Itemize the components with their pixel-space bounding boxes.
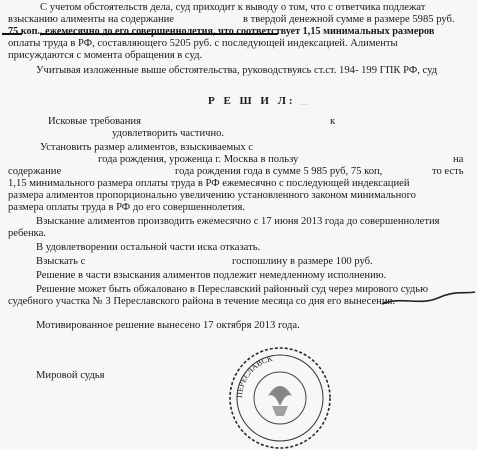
set-line3a: содержание <box>8 166 62 177</box>
set-line2a: года рождения, уроженца г. Москва в пользу <box>98 154 299 165</box>
para1-line5: присуждаются с момента обращения в суд. <box>8 50 203 61</box>
para1-line2b: в твердой денежной сумме в размере 5985 руб. <box>243 14 455 25</box>
claim-line-c: удовлетворить частично. <box>112 128 225 139</box>
set-line6: размера оплаты труда в РФ до его совершеннолетия. <box>8 202 245 213</box>
strikethrough-mark <box>2 33 22 35</box>
claim-line-a: Исковые требования <box>48 116 141 127</box>
fee-line-a: Взыскать с <box>36 256 86 267</box>
set-line5: размера алиментов пропорционально увеличению установленного законом минимального <box>8 190 416 201</box>
appeal-line1: Решение может быть обжаловано в Переславский районный суд через мирового судью <box>36 284 429 295</box>
seal-text: ПЕРЕСЛАВСК <box>234 353 274 399</box>
para1-line2a: взысканию алименты на содержание <box>8 14 174 25</box>
bleed-through-text: — <box>300 99 308 108</box>
set-line4: 1,15 минимального размера оплаты труда в РФ ежемесячно с последующей индексацией <box>8 178 410 189</box>
pen-scribble <box>380 288 477 310</box>
motivated-line: Мотивированное решение вынесено 17 октября 2013 года. <box>36 320 300 331</box>
set-line3c: то есть <box>432 166 464 177</box>
court-seal-stamp <box>228 346 332 450</box>
set-line2b: на <box>453 154 464 165</box>
appeal-line2: судебного участка № 3 Переславского района в течение месяца со дня его вынесения. <box>8 296 396 307</box>
strikethrough-mark <box>40 33 278 35</box>
para1-line4: оплаты труда в РФ, составляющего 5205 руб. с последующей индексацией. Алименты <box>8 38 398 49</box>
fee-line-b: госпошлину в размере 100 руб. <box>232 256 373 267</box>
judge-label: Мировой судья <box>36 370 105 381</box>
collect-line2: ребенка. <box>8 228 46 239</box>
collect-line1: Взыскание алиментов производить ежемесячно с 17 июня 2013 года до совершеннолетия <box>36 216 440 227</box>
set-line1: Установить размер алиментов, взыскиваемых с <box>40 142 253 153</box>
para1-line1: С учетом обстоятельств дела, суд приходит к выводу о том, что с ответчика подлежат <box>40 2 426 13</box>
para2-line: Учитывая изложенные выше обстоятельства, руководствуясь ст.ст. 194- 199 ГПК РФ, суд <box>36 65 438 76</box>
deny-line: В удовлетворении остальной части иска отказать. <box>36 242 261 253</box>
immediate-line: Решение в части взыскания алиментов подлежит немедленному исполнению. <box>36 270 387 281</box>
claim-line-b: к <box>330 116 336 127</box>
para1-line3: 75 коп., ежемесячно до его совершеннолетия, что соответствует 1,15 минимальных размеров <box>8 26 435 37</box>
decision-heading: Р Е Ш И Л: <box>208 95 296 107</box>
set-line3b: года рождения года в сумме 5 985 руб, 75 коп, <box>175 166 383 177</box>
